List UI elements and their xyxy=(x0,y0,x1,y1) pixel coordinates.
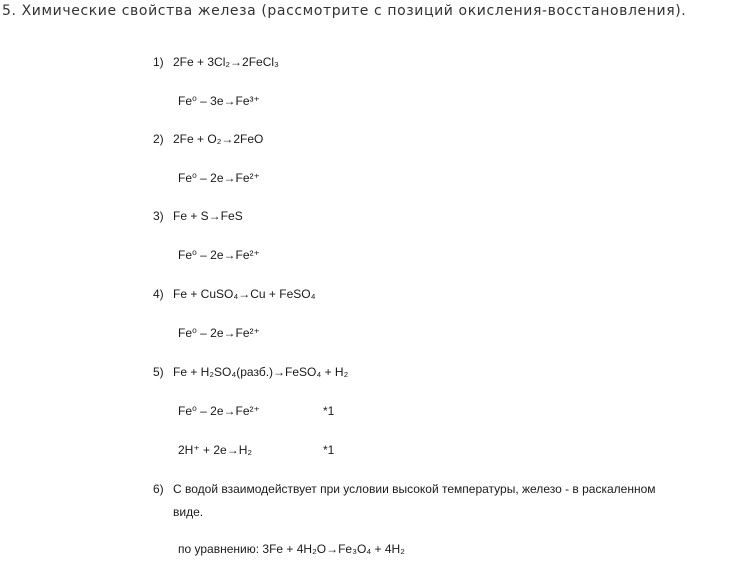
equation: по уравнению: 3Fe + 4H₂O→Fe₃O₄ + 4H₂ xyxy=(178,542,405,556)
equation: Fe + S→FeS xyxy=(173,209,243,223)
half-reaction: 2H⁺ + 2e→H₂ xyxy=(178,443,253,457)
equation: С водой взаимодействует при условии высокой температуры, железо - в раскаленном xyxy=(173,482,656,496)
item-number: 2) xyxy=(153,132,164,146)
item-number: 3) xyxy=(153,209,164,223)
item-number: 4) xyxy=(153,287,164,301)
item-number: 5) xyxy=(153,365,164,379)
half-reaction: Fe⁰ – 2e→Fe²⁺ xyxy=(178,404,260,418)
equation: Fe + CuSO₄→Cu + FeSO₄ xyxy=(173,287,316,301)
coefficient: *1 xyxy=(323,404,335,418)
half-reaction: Fe⁰ – 2e→Fe²⁺ xyxy=(178,326,260,340)
half-reaction: Fe⁰ – 2e→Fe²⁺ xyxy=(178,248,260,262)
equation: 2Fe + 3Cl₂→2FeCl₃ xyxy=(173,55,279,69)
coefficient: *1 xyxy=(323,443,335,457)
equation: Fe + H₂SO₄(разб.)→FeSO₄ + H₂ xyxy=(173,365,349,379)
equation: 2Fe + O₂→2FeO xyxy=(173,132,264,146)
item-number: 1) xyxy=(153,55,164,69)
equation-continuation: виде. xyxy=(173,505,204,519)
page-title: 5. Химические свойства железа (рассмотрите с позиций окисления-восстановления). xyxy=(2,3,687,19)
half-reaction: Fe⁰ – 2e→Fe²⁺ xyxy=(178,171,260,185)
half-reaction: Fe⁰ – 3e→Fe³⁺ xyxy=(178,94,260,108)
item-number: 6) xyxy=(153,482,164,496)
